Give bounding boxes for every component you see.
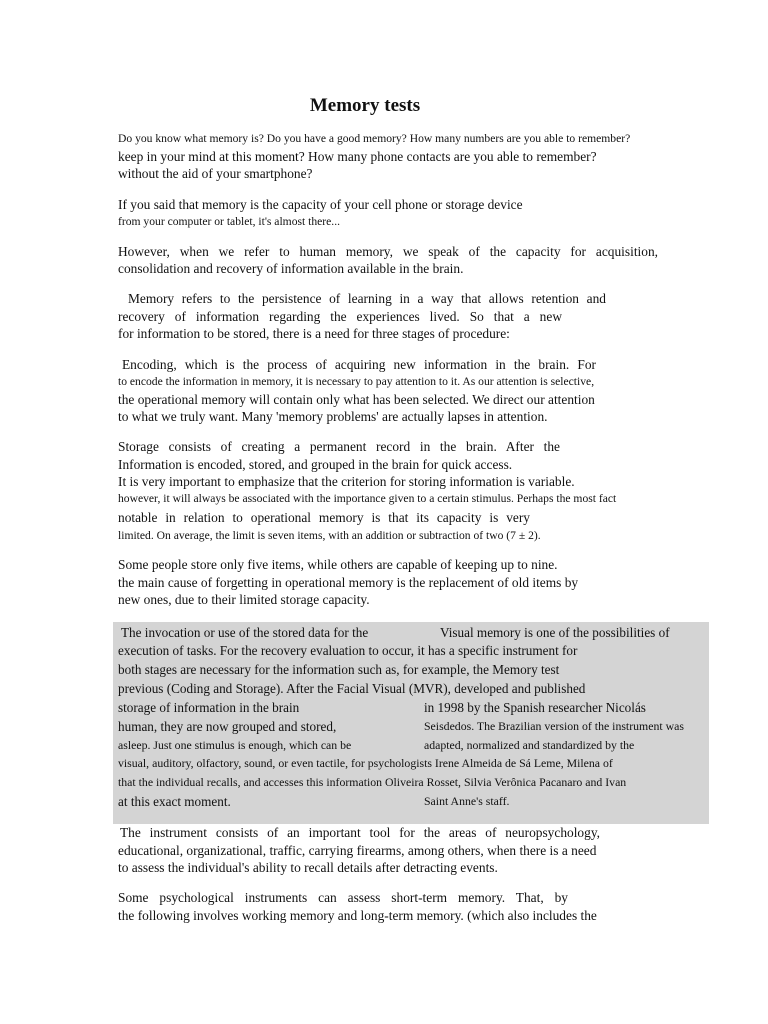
p7-line-3: new ones, due to their limited storage capacity. [118, 592, 370, 607]
p2-line-1: If you said that memory is the capacity of your cell phone or storage device [118, 197, 523, 212]
p3-line-2: consolidation and recovery of information available in the brain. [118, 261, 464, 276]
intro-line-1: Do you know what memory is? Do you have a good memory? How many numbers are you able to remember? [118, 132, 631, 145]
p5-line-2: to encode the information in memory, it is necessary to pay attention to it. As our attention is selective, [118, 375, 595, 388]
p4-line-2: recovery of information regarding the experiences lived. So that a new [118, 309, 562, 324]
box-left-line-7: asleep. Just one stimulus is enough, which can be [118, 738, 352, 752]
p4-line-1: Memory refers to the persistence of learning in a way that allows retention and [128, 291, 606, 306]
box-left-line-3: both stages are necessary for the information such as, for example, the Memory test [118, 662, 560, 677]
p9-line-2: the following involves working memory and long-term memory. (which also includes the [118, 908, 597, 923]
p8-line-3: to assess the individual's ability to recall details after detracting events. [118, 860, 498, 875]
p5-line-4: to what we truly want. Many 'memory problems' are actually lapses in attention. [118, 409, 548, 424]
intro-line-3: without the aid of your smartphone? [118, 166, 313, 181]
box-left-line-10: at this exact moment. [118, 794, 231, 809]
p9-line-1: Some psychological instruments can assess short-term memory. That, by [118, 890, 568, 905]
p2-line-2: from your computer or tablet, it's almost there... [118, 215, 340, 228]
box-right-line-5: Saint Anne's staff. [424, 794, 510, 808]
p6-line-3: It is very important to emphasize that the criterion for storing information is variable. [118, 474, 575, 489]
box-left-line-1: The invocation or use of the stored data for the [121, 625, 369, 640]
p4-line-3: for information to be stored, there is a need for three stages of procedure: [118, 326, 510, 341]
p6-line-2: Information is encoded, stored, and grouped in the brain for quick access. [118, 457, 513, 472]
p3-line-1: However, when we refer to human memory, we speak of the capacity for acquisition, [118, 244, 658, 259]
p7-line-1: Some people store only five items, while others are capable of keeping up to nine. [118, 557, 558, 572]
box-right-line-4: adapted, normalized and standardized by the [424, 738, 635, 752]
p7-line-2: the main cause of forgetting in operational memory is the replacement of old items by [118, 575, 579, 590]
document-title: Memory tests [309, 95, 421, 116]
p5-line-3: the operational memory will contain only what has been selected. We direct our attention [118, 392, 595, 407]
p6-line-5: notable in relation to operational memory is that its capacity is very [118, 510, 530, 525]
box-right-line-2: in 1998 by the Spanish researcher Nicolás [424, 700, 646, 715]
p6-line-4: however, it will always be associated with the importance given to a certain stimulus. Perhaps the most fact [118, 492, 617, 505]
box-left-line-8: visual, auditory, olfactory, sound, or even tactile, for psychologists Irene Almeida de Sá Leme, Milena of [118, 756, 613, 770]
intro-line-2: keep in your mind at this moment? How many phone contacts are you able to remember? [118, 149, 597, 164]
box-left-line-5: storage of information in the brain [118, 700, 300, 715]
p6-line-6: limited. On average, the limit is seven items, with an addition or subtraction of two (7 ± 2). [118, 529, 541, 542]
box-left-line-6: human, they are now grouped and stored, [118, 719, 337, 734]
p8-line-2: educational, organizational, traffic, carrying firearms, among others, when there is a need [118, 843, 597, 858]
box-right-line-3: Seisdedos. The Brazilian version of the instrument was [424, 719, 684, 733]
box-right-line-1: Visual memory is one of the possibilities of [440, 625, 670, 640]
p8-line-1: The instrument consists of an important tool for the areas of neuropsychology, [120, 825, 600, 840]
p6-line-1: Storage consists of creating a permanent record in the brain. After the [118, 439, 560, 454]
box-left-line-4: previous (Coding and Storage). After the Facial Visual (MVR), developed and published [118, 681, 586, 696]
box-left-line-2: execution of tasks. For the recovery evaluation to occur, it has a specific instrument for [118, 643, 578, 658]
box-left-line-9: that the individual recalls, and accesses this information Oliveira Rosset, Silvia Verônica Pacanaro and Ivan [118, 775, 627, 789]
p5-line-1: Encoding, which is the process of acquiring new information in the brain. For [122, 357, 596, 372]
